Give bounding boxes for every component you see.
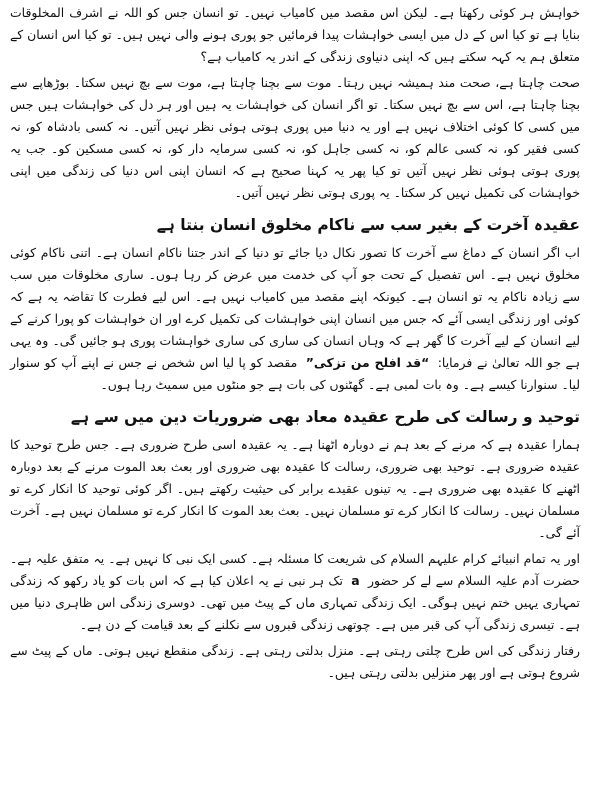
paragraph-belief: ہمارا عقیدہ ہے کہ مرنے کے بعد ہم نے دوبارہ اٹھنا ہے۔ یہ عقیدہ اسی طرح ضروری ہے۔ جس طرح توحید کا عقیدہ ضروری ہے۔ توحید بھی ضروری، رسالت کا عقیدہ بھی ضروری اور بعث بعد الموت مرنے کے بعد دوبارہ اٹھنے کا عقیدہ بھی ضروری ہے۔ یہ تینوں عقیدے برابر کی حیثیت رکھتے ہیں۔ اگر کوئی توحید کا انکار کرے تو مسلمان نہیں۔ رسالت کا انکار کرے تو مسلمان نہیں۔ بعث بعد الموت کا انکار کرے تو مسلمان نہیں ہے۔ آخرت آئے گی۔: [10, 437, 580, 540]
paragraph-health: صحت چاہتا ہے، صحت مند ہمیشہ نہیں رہتا۔ موت سے بچنا چاہتا ہے، موت سے بچ نہیں سکتا۔ بوڑھاپے سے بچنا چاہتا ہے، اس سے بچ نہیں سکتا۔ تو اگر انسان کی خواہشات یہ ہیں اور ہر دل کی خواہشات ہیں جس میں کسی کا کوئی اختلاف نہیں ہے اور یہ دنیا میں پوری ہوتی ہوئی نظر نہیں آتیں۔ نہ کسی بادشاہ کو، نہ کسی فقیر کو، نہ کسی عالم کو، نہ کسی جاہل کو، نہ کسی سرمایہ دار کو، نہ کسی مسکین کو۔ جب یہ پوری ہوتی ہوئی نظر نہیں آتیں تو کیا پھر یہ کہنا صحیح ہے کہ انسان اپنی اس دنیا کی زندگی میں اپنی خواہشات کی تکمیل نہیں کر سکتا۔ یہ پوری ہوتی نظر نہیں آتیں۔: [10, 75, 580, 200]
paragraph-prophets: [10, 548, 580, 636]
quran-quote: ”قد افلح من تزکی“: [305, 355, 430, 370]
paragraph-desire: خواہش ہر کوئی رکھتا ہے۔ لیکن اس مقصد میں کامیاب نہیں۔ تو انسان جس کو اللہ نے اشرف المخلوقات بنایا ہے تو کیا اس کے دل میں ایسی خواہشات پیدا فرمائیں جو پوری ہونے والی نہیں ہیں۔ تو کیا اس انسان کے متعلق ہم یہ کہہ سکتے ہیں کہ اپنی دنیاوی زندگی کے اندر یہ کامیاب ہے؟: [10, 5, 580, 64]
paragraph-failure-text: اب اگر انسان کے دماغ سے آخرت کا تصور نکال دیا جائے تو دنیا کے اندر جتنا ناکام انسان ہے۔ اتنی ناکام کوئی مخلوق نہیں ہے۔ اس تفصیل کے تحت جو آپ کی خدمت میں عرض کر رہا ہوں۔ ساری مخلوقات میں سب سے زیادہ ناکام یہ تو انسان ہے۔ کیونکہ اپنے مقصد میں کامیاب نہیں ہے۔ اس لیے فطرت کا تقاضہ یہ ہے کہ کوئی اور زندگی ایسی آئے کہ جس میں انسان اپنی خواہشات کی تکمیل کرے اور ان خواہشات کو پورا کرنے کے لیے انسان کے لیے آخرت کا گھر ہے کہ وہاں انسان کی ساری کی ساری خواہشات پوری ہو جائیں گی۔ وہ یہی ہے جو اللہ تعالیٰ نے فرمایا:: [10, 245, 580, 370]
paragraph-life-journey: رفتار زندگی کی اس طرح چلتی رہتی ہے۔ منزل بدلتی رہتی ہے۔ زندگی منقطع نہیں ہوتی۔ ماں کے پیٹ سے شروع ہوتی ہے اور پھر منزلیں بدلتی رہتی ہیں۔: [10, 643, 580, 680]
section-heading-tawheed: توحید و رسالت کی طرح عقیدہ معاد بھی ضروریات دین میں سے ہے: [70, 408, 580, 426]
paragraph-failure: [10, 242, 580, 396]
paragraph-prophets-text-end: تک ہر نبی نے یہ اعلان کیا ہے کہ اس بات کو یاد رکھو کہ زندگی تمہاری یہیں ختم نہیں ہوگی۔ ایک زندگی تمہاری ماں کے پیٹ میں تھی۔ دوسری زندگی اس ظاہری دنیا میں ہے۔ تیسری زندگی آپ کی قبر میں ہے۔ چوتھی زندگی قبروں سے نکلنے کے بعد قیامت کے دن ہے۔: [10, 573, 580, 632]
salutation-symbol: a: [351, 573, 360, 588]
paragraph-failure-text-end: مقصد کو پا لیا اس شخص نے جس نے اپنے آپ کو سنوار لیا۔ سنوارنا کیسے ہے۔ وہ بات لمبی ہے۔ گھٹنوں کی بات ہے جو منٹوں میں سمیٹ رہا ہوں۔: [10, 355, 580, 392]
section-heading-akhirat: عقیدہ آخرت کے بغیر سب سے ناکام مخلوق انسان بنتا ہے: [156, 216, 580, 234]
paragraph-prophets-text: اور یہ تمام انبیائے کرام علیہم السلام کی شریعت کا مسئلہ ہے۔ کسی ایک نبی کا نہیں ہے۔ یہ متفق علیہ ہے۔ حضرت آدم علیہ السلام سے لے کر حضور: [10, 551, 580, 588]
